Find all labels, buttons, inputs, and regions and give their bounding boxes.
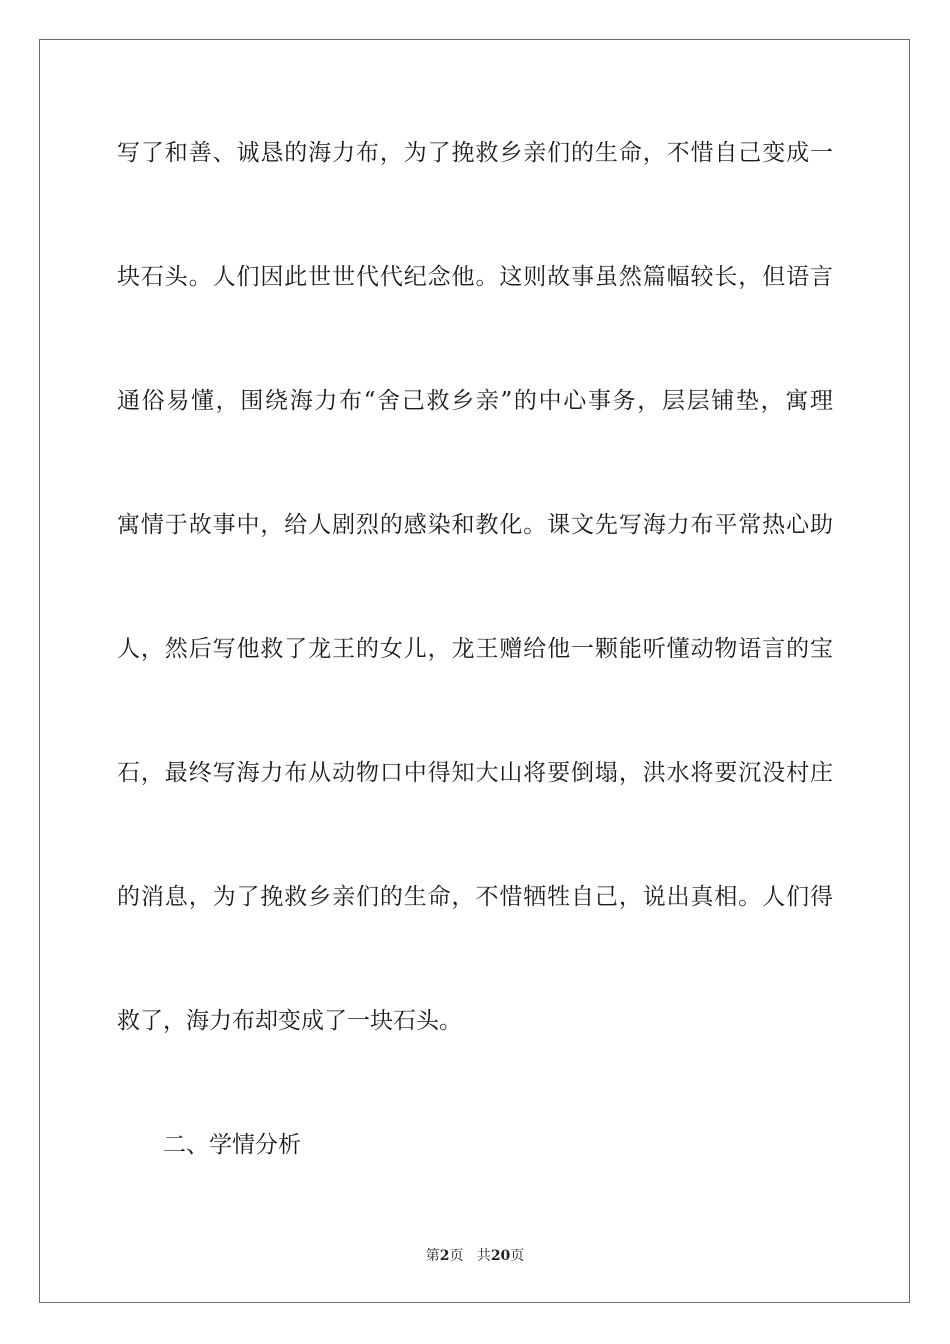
total-suffix: 页 — [510, 1248, 525, 1264]
body-line-8: 救了，海力布却变成了一块石头。 — [117, 1008, 462, 1034]
page-prefix: 第 — [425, 1248, 440, 1264]
page-number: 2 — [439, 1248, 450, 1264]
body-line-7: 的消息，为了挽救乡亲们的生命，不惜牺牲自己，说出真相。人们得 — [117, 884, 833, 910]
body-line-2: 块石头。人们因此世世代代纪念他。这则故事虽然篇幅较长，但语言 — [117, 264, 833, 290]
body-line-5: 人，然后写他救了龙王的女儿，龙王赠给他一颗能听懂动物语言的宝 — [117, 636, 833, 662]
section-heading: 二、学情分析 — [163, 1132, 301, 1158]
page-frame — [39, 39, 910, 1303]
total-pages: 20 — [490, 1248, 511, 1264]
total-prefix: 共 — [476, 1248, 491, 1264]
body-line-4: 寓情于故事中，给人剧烈的感染和教化。课文先写海力布平常热心助 — [117, 512, 833, 538]
page-footer — [0, 1247, 950, 1265]
body-line-3: 通俗易懂，围绕海力布“舍己救乡亲”的中心事务，层层铺垫，寓理 — [117, 388, 833, 414]
body-line-1: 写了和善、诚恳的海力布，为了挽救乡亲们的生命，不惜自己变成一 — [117, 140, 833, 166]
body-line-6: 石，最终写海力布从动物口中得知大山将要倒塌，洪水将要沉没村庄 — [117, 760, 833, 786]
page-suffix: 页 — [449, 1248, 464, 1264]
